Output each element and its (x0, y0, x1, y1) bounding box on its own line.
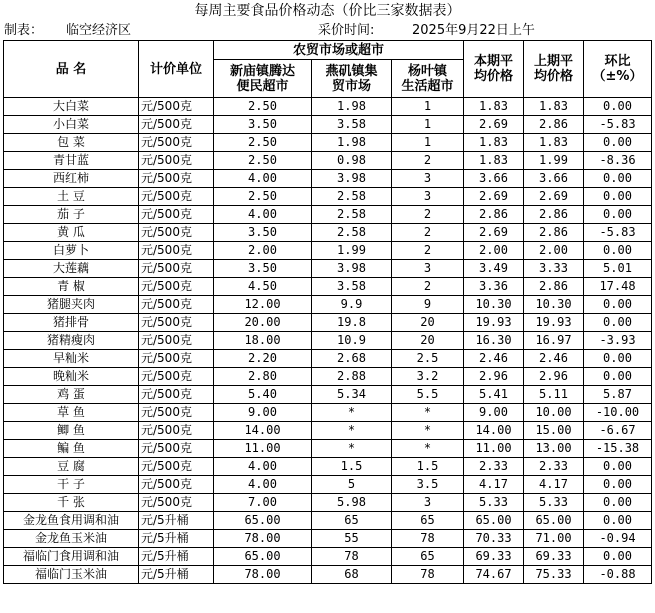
table-row (4, 440, 652, 458)
previous-avg-cell: 2.86 (524, 224, 584, 242)
current-avg-cell: 14.00 (464, 422, 524, 440)
unit-cell: 元/500克 (139, 152, 214, 170)
market-1-price-cell: 3.50 (214, 116, 312, 134)
previous-avg-cell: 10.30 (524, 296, 584, 314)
current-avg-cell: 16.30 (464, 332, 524, 350)
date-value: 2025年9月22日上午 (412, 23, 535, 38)
current-avg-cell: 2.86 (464, 206, 524, 224)
change-cell: 0.00 (584, 98, 652, 116)
item-name-cell: 小白菜 (4, 116, 139, 134)
market-3-price-cell: 2.5 (392, 350, 464, 368)
previous-avg-cell: 1.99 (524, 152, 584, 170)
change-cell: 0.00 (584, 368, 652, 386)
change-cell: 17.48 (584, 278, 652, 296)
previous-avg-cell: 2.33 (524, 458, 584, 476)
report-title: 每周主要食品价格动态（价比三家数据表） (194, 3, 461, 19)
item-name-cell: 千 张 (4, 494, 139, 512)
previous-avg-cell: 3.66 (524, 170, 584, 188)
market-2-price-cell: 2.58 (312, 188, 392, 206)
item-name-cell: 鳊 鱼 (4, 440, 139, 458)
unit-cell: 元/5升桶 (139, 512, 214, 530)
unit-cell: 元/500克 (139, 422, 214, 440)
market-3-price-cell: 1 (392, 116, 464, 134)
date-label: 采价时间: (318, 23, 375, 38)
market-2-price-cell: 2.58 (312, 224, 392, 242)
table-row (4, 224, 652, 242)
item-name-cell: 白萝卜 (4, 242, 139, 260)
market-3-price-cell: 3 (392, 494, 464, 512)
current-avg-cell: 70.33 (464, 530, 524, 548)
table-row (4, 368, 652, 386)
market-1-price-cell: 3.50 (214, 260, 312, 278)
unit-cell: 元/500克 (139, 170, 214, 188)
current-avg-cell: 2.69 (464, 188, 524, 206)
previous-avg-cell: 15.00 (524, 422, 584, 440)
previous-avg-cell: 75.33 (524, 566, 584, 584)
market-2-price-cell: 78 (312, 548, 392, 566)
current-avg-cell: 65.00 (464, 512, 524, 530)
price-table (3, 40, 652, 584)
market-1-price-cell: 5.40 (214, 386, 312, 404)
current-avg-cell: 2.46 (464, 350, 524, 368)
current-avg-cell: 2.96 (464, 368, 524, 386)
unit-cell: 元/500克 (139, 224, 214, 242)
change-cell: -8.36 (584, 152, 652, 170)
market-2-price-cell: 5.98 (312, 494, 392, 512)
current-avg-cell: 5.41 (464, 386, 524, 404)
table-row (4, 278, 652, 296)
unit-cell: 元/500克 (139, 440, 214, 458)
current-avg-cell: 2.69 (464, 116, 524, 134)
market-3-price-cell: 3 (392, 188, 464, 206)
item-name-cell: 草 鱼 (4, 404, 139, 422)
previous-avg-cell: 3.33 (524, 260, 584, 278)
previous-avg-cell: 2.86 (524, 116, 584, 134)
previous-avg-cell: 5.11 (524, 386, 584, 404)
market-3-price-cell: 65 (392, 548, 464, 566)
market-1-price-cell: 4.00 (214, 476, 312, 494)
market-1-price-cell: 14.00 (214, 422, 312, 440)
change-cell: 0.00 (584, 170, 652, 188)
item-name-cell: 早籼米 (4, 350, 139, 368)
change-cell: 0.00 (584, 296, 652, 314)
market-1-price-cell: 4.00 (214, 206, 312, 224)
item-name-cell: 包 菜 (4, 134, 139, 152)
market-3-price-cell: 2 (392, 206, 464, 224)
change-cell: 0.00 (584, 188, 652, 206)
item-name-cell: 土 豆 (4, 188, 139, 206)
market-3-price-cell: 2 (392, 224, 464, 242)
market-1-price-cell: 18.00 (214, 332, 312, 350)
item-name-cell: 鸡 蛋 (4, 386, 139, 404)
change-cell: -5.83 (584, 224, 652, 242)
table-row (4, 98, 652, 116)
table-row (4, 332, 652, 350)
current-avg-cell: 3.36 (464, 278, 524, 296)
table-row (4, 116, 652, 134)
unit-cell: 元/500克 (139, 188, 214, 206)
market-3-price-cell: 1 (392, 98, 464, 116)
unit-cell: 元/500克 (139, 368, 214, 386)
market-3-price-cell: 78 (392, 566, 464, 584)
market-3-price-cell: 78 (392, 530, 464, 548)
market-3-price-cell: 3 (392, 170, 464, 188)
unit-cell: 元/500克 (139, 476, 214, 494)
market-2-price-cell: 1.5 (312, 458, 392, 476)
market-1-price-cell: 4.00 (214, 458, 312, 476)
market-2-price-cell: 2.68 (312, 350, 392, 368)
table-row (4, 350, 652, 368)
current-avg-cell: 74.67 (464, 566, 524, 584)
previous-avg-cell: 5.33 (524, 494, 584, 512)
current-avg-cell: 11.00 (464, 440, 524, 458)
previous-avg-cell: 69.33 (524, 548, 584, 566)
market-1-price-cell: 7.00 (214, 494, 312, 512)
current-avg-cell: 9.00 (464, 404, 524, 422)
market-1-price-cell: 2.50 (214, 188, 312, 206)
market-1-price-cell: 20.00 (214, 314, 312, 332)
unit-cell: 元/500克 (139, 116, 214, 134)
header-previous-avg: 上期平 均价格 (524, 41, 584, 98)
change-cell: 5.01 (584, 260, 652, 278)
change-cell: 0.00 (584, 242, 652, 260)
market-1-price-cell: 4.50 (214, 278, 312, 296)
current-avg-cell: 5.33 (464, 494, 524, 512)
item-name-cell: 干 子 (4, 476, 139, 494)
market-3-price-cell: 3 (392, 260, 464, 278)
current-avg-cell: 19.93 (464, 314, 524, 332)
market-3-price-cell: * (392, 422, 464, 440)
table-row (4, 404, 652, 422)
unit-cell: 元/500克 (139, 458, 214, 476)
market-2-price-cell: 2.88 (312, 368, 392, 386)
unit-cell: 元/5升桶 (139, 548, 214, 566)
market-2-price-cell: 0.98 (312, 152, 392, 170)
unit-cell: 元/500克 (139, 332, 214, 350)
market-2-price-cell: 3.98 (312, 260, 392, 278)
unit-cell: 元/500克 (139, 386, 214, 404)
previous-avg-cell: 13.00 (524, 440, 584, 458)
unit-cell: 元/5升桶 (139, 566, 214, 584)
market-1-price-cell: 2.50 (214, 134, 312, 152)
table-row (4, 260, 652, 278)
item-name-cell: 大莲藕 (4, 260, 139, 278)
header-market-group: 农贸市场或超市 (214, 41, 464, 60)
current-avg-cell: 3.66 (464, 170, 524, 188)
market-2-price-cell: 3.58 (312, 278, 392, 296)
previous-avg-cell: 2.86 (524, 206, 584, 224)
table-row (4, 314, 652, 332)
item-name-cell: 福临门玉米油 (4, 566, 139, 584)
market-1-price-cell: 78.00 (214, 566, 312, 584)
item-name-cell: 西红柿 (4, 170, 139, 188)
previous-avg-cell: 65.00 (524, 512, 584, 530)
market-1-price-cell: 2.20 (214, 350, 312, 368)
market-2-price-cell: 3.58 (312, 116, 392, 134)
unit-cell: 元/500克 (139, 350, 214, 368)
unit-cell: 元/500克 (139, 134, 214, 152)
header-market-2: 燕矶镇集 贸市场 (312, 60, 392, 98)
table-row (4, 422, 652, 440)
market-1-price-cell: 12.00 (214, 296, 312, 314)
market-3-price-cell: 1.5 (392, 458, 464, 476)
market-3-price-cell: 20 (392, 314, 464, 332)
previous-avg-cell: 2.46 (524, 350, 584, 368)
unit-cell: 元/500克 (139, 206, 214, 224)
current-avg-cell: 2.33 (464, 458, 524, 476)
header-name: 品 名 (4, 41, 139, 98)
market-2-price-cell: * (312, 404, 392, 422)
change-cell: 0.00 (584, 458, 652, 476)
market-1-price-cell: 9.00 (214, 404, 312, 422)
previous-avg-cell: 16.97 (524, 332, 584, 350)
made-by-label: 制表： (4, 23, 44, 38)
unit-cell: 元/500克 (139, 314, 214, 332)
market-1-price-cell: 2.00 (214, 242, 312, 260)
header-current-avg: 本期平 均价格 (464, 41, 524, 98)
market-1-price-cell: 2.50 (214, 152, 312, 170)
previous-avg-cell: 71.00 (524, 530, 584, 548)
change-cell: -5.83 (584, 116, 652, 134)
unit-cell: 元/500克 (139, 494, 214, 512)
market-2-price-cell: 5.34 (312, 386, 392, 404)
item-name-cell: 猪腿夹肉 (4, 296, 139, 314)
change-cell: -0.88 (584, 566, 652, 584)
change-cell: -15.38 (584, 440, 652, 458)
unit-cell: 元/500克 (139, 260, 214, 278)
market-1-price-cell: 11.00 (214, 440, 312, 458)
header-market-3: 杨叶镇 生活超市 (392, 60, 464, 98)
change-cell: 0.00 (584, 476, 652, 494)
change-cell: 5.87 (584, 386, 652, 404)
previous-avg-cell: 1.83 (524, 134, 584, 152)
item-name-cell: 豆 腐 (4, 458, 139, 476)
market-3-price-cell: 20 (392, 332, 464, 350)
unit-cell: 元/500克 (139, 242, 214, 260)
table-row (4, 188, 652, 206)
market-2-price-cell: 3.98 (312, 170, 392, 188)
previous-avg-cell: 10.00 (524, 404, 584, 422)
unit-cell: 元/500克 (139, 404, 214, 422)
market-3-price-cell: * (392, 440, 464, 458)
change-cell: 0.00 (584, 350, 652, 368)
table-row (4, 170, 652, 188)
item-name-cell: 猪精瘦肉 (4, 332, 139, 350)
change-cell: 0.00 (584, 206, 652, 224)
table-row (4, 206, 652, 224)
market-2-price-cell: 68 (312, 566, 392, 584)
header-unit: 计价单位 (139, 41, 214, 98)
previous-avg-cell: 2.00 (524, 242, 584, 260)
market-2-price-cell: * (312, 440, 392, 458)
market-2-price-cell: 65 (312, 512, 392, 530)
market-2-price-cell: * (312, 422, 392, 440)
market-2-price-cell: 2.58 (312, 206, 392, 224)
change-cell: 0.00 (584, 512, 652, 530)
change-cell: -0.94 (584, 530, 652, 548)
change-cell: 0.00 (584, 134, 652, 152)
table-row (4, 152, 652, 170)
table-row (4, 566, 652, 584)
current-avg-cell: 4.17 (464, 476, 524, 494)
market-1-price-cell: 65.00 (214, 548, 312, 566)
item-name-cell: 福临门食用调和油 (4, 548, 139, 566)
market-2-price-cell: 9.9 (312, 296, 392, 314)
change-cell: -10.00 (584, 404, 652, 422)
market-1-price-cell: 78.00 (214, 530, 312, 548)
market-3-price-cell: 3.5 (392, 476, 464, 494)
market-3-price-cell: 2 (392, 278, 464, 296)
table-row (4, 530, 652, 548)
market-2-price-cell: 1.99 (312, 242, 392, 260)
market-3-price-cell: * (392, 404, 464, 422)
previous-avg-cell: 2.69 (524, 188, 584, 206)
market-2-price-cell: 1.98 (312, 98, 392, 116)
market-3-price-cell: 3.2 (392, 368, 464, 386)
market-3-price-cell: 9 (392, 296, 464, 314)
item-name-cell: 金龙鱼食用调和油 (4, 512, 139, 530)
current-avg-cell: 1.83 (464, 134, 524, 152)
current-avg-cell: 3.49 (464, 260, 524, 278)
table-row (4, 134, 652, 152)
current-avg-cell: 69.33 (464, 548, 524, 566)
item-name-cell: 晚籼米 (4, 368, 139, 386)
market-1-price-cell: 65.00 (214, 512, 312, 530)
table-row (4, 242, 652, 260)
market-2-price-cell: 55 (312, 530, 392, 548)
previous-avg-cell: 19.93 (524, 314, 584, 332)
market-3-price-cell: 65 (392, 512, 464, 530)
unit-cell: 元/5升桶 (139, 530, 214, 548)
header-market-1: 新庙镇腾达 便民超市 (214, 60, 312, 98)
item-name-cell: 金龙鱼玉米油 (4, 530, 139, 548)
change-cell: 0.00 (584, 314, 652, 332)
table-row (4, 296, 652, 314)
table-row (4, 476, 652, 494)
current-avg-cell: 1.83 (464, 152, 524, 170)
market-2-price-cell: 10.9 (312, 332, 392, 350)
current-avg-cell: 10.30 (464, 296, 524, 314)
current-avg-cell: 1.83 (464, 98, 524, 116)
unit-cell: 元/500克 (139, 278, 214, 296)
table-row (4, 494, 652, 512)
change-cell: -3.93 (584, 332, 652, 350)
market-2-price-cell: 19.8 (312, 314, 392, 332)
header-change: 环比 （±%） (584, 41, 652, 98)
market-2-price-cell: 1.98 (312, 134, 392, 152)
item-name-cell: 猪排骨 (4, 314, 139, 332)
previous-avg-cell: 4.17 (524, 476, 584, 494)
current-avg-cell: 2.00 (464, 242, 524, 260)
market-2-price-cell: 5 (312, 476, 392, 494)
table-row (4, 512, 652, 530)
item-name-cell: 鲫 鱼 (4, 422, 139, 440)
previous-avg-cell: 1.83 (524, 98, 584, 116)
table-row (4, 548, 652, 566)
table-row (4, 458, 652, 476)
market-1-price-cell: 2.50 (214, 98, 312, 116)
market-1-price-cell: 2.80 (214, 368, 312, 386)
region-label: 临空经济区 (66, 23, 132, 38)
unit-cell: 元/500克 (139, 98, 214, 116)
previous-avg-cell: 2.86 (524, 278, 584, 296)
market-3-price-cell: 2 (392, 242, 464, 260)
previous-avg-cell: 2.96 (524, 368, 584, 386)
unit-cell: 元/500克 (139, 296, 214, 314)
item-name-cell: 黄 瓜 (4, 224, 139, 242)
market-1-price-cell: 3.50 (214, 224, 312, 242)
item-name-cell: 茄 子 (4, 206, 139, 224)
change-cell: 0.00 (584, 494, 652, 512)
market-3-price-cell: 5.5 (392, 386, 464, 404)
change-cell: 0.00 (584, 548, 652, 566)
market-3-price-cell: 2 (392, 152, 464, 170)
item-name-cell: 大白菜 (4, 98, 139, 116)
change-cell: -6.67 (584, 422, 652, 440)
current-avg-cell: 2.69 (464, 224, 524, 242)
item-name-cell: 青 椒 (4, 278, 139, 296)
table-row (4, 386, 652, 404)
item-name-cell: 青甘蓝 (4, 152, 139, 170)
market-1-price-cell: 4.00 (214, 170, 312, 188)
market-3-price-cell: 1 (392, 134, 464, 152)
